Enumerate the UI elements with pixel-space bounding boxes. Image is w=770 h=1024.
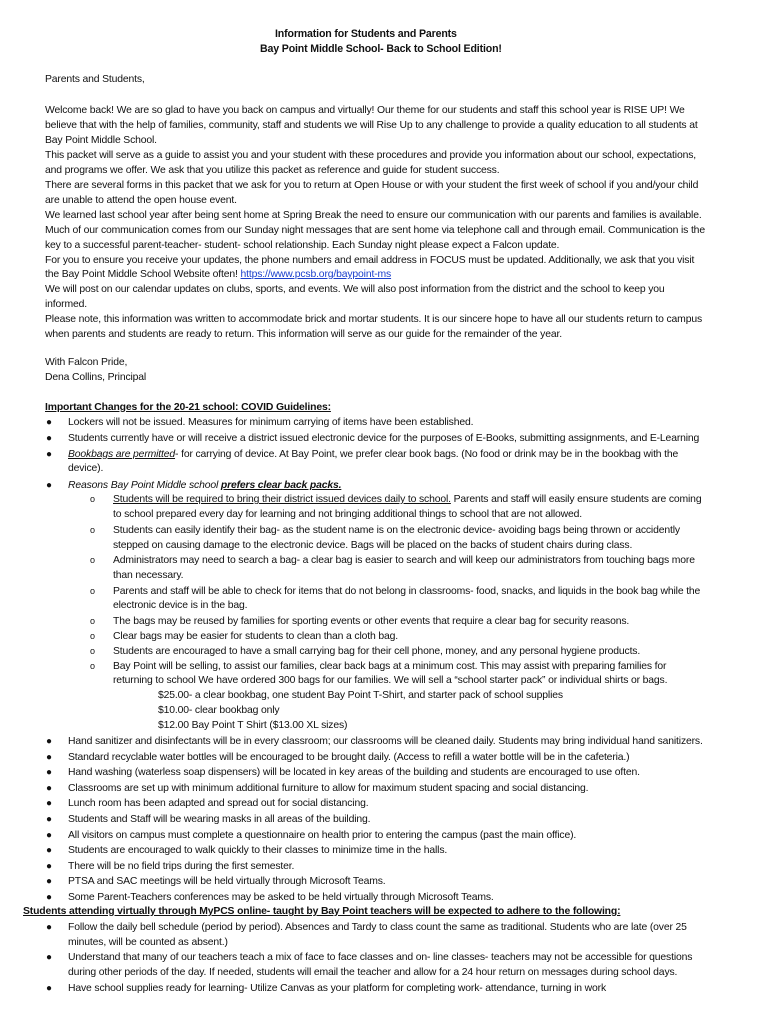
document-title: Information for Students and Parents [275,28,457,40]
reason-item: Clear bags may be easier for students to clean than a cloth bag. [113,631,398,642]
bullet-icon: ● [46,480,53,491]
bullet-icon: ● [46,767,53,778]
sub-bullet-icon: o [90,555,96,565]
bullet-icon: ● [46,433,53,444]
covid-item: Lunch room has been adapted and spread out for social distancing. [68,798,369,809]
reason-item: Students are encouraged to have a small carrying bag for their cell phone, money, and any personal hygiene products. [113,646,641,657]
bookbags-text: - for carrying of device. At Bay Point, we prefer clear book bags. (No food or drink may be in the bookbag with the [175,449,679,460]
virtual-item-continued: during other periods of the day. If needed, students will email the teacher and allow for a 24 hour return on messages during school days. [68,967,678,978]
covid-item: There will be no field trips during the first semester. [68,861,295,872]
bullet-icon: ● [46,845,53,856]
covid-item: Lockers will not be issued. Measures for minimum carrying of items have been established. [68,417,474,428]
reasons-lead: Reasons Bay Point Middle school [68,480,221,491]
letter-line: key to a successful parent-teacher- student- school relationship. Each Sunday night please expect a Falcon update. [45,240,560,251]
reason-text: Parents and staff will easily ensure students are coming [450,494,702,505]
letter-line [45,268,391,281]
letter-line: when parents and students are ready to return. This information will serve as our guide for the remainder of the year. [45,329,562,340]
reason-item-continued: to school prepared every day for learning and not bringing additional things to school that are not allowed. [113,509,583,520]
sub-bullet-icon: o [90,494,96,504]
sub-bullet-icon: o [90,586,96,596]
covid-item: Classrooms are set up with minimum additional furniture to allow for maximum student spacing and social distancing. [68,783,589,794]
covid-item: Standard recyclable water bottles will be encouraged to be brought daily. (Access to refill a water bottle will be in the cafeteria.) [68,752,630,763]
reason-item: The bags may be reused by families for sporting events or other events that require a clear bag for security reasons. [113,616,630,627]
reason-item-continued: than necessary. [113,570,184,581]
reason-item: Bay Point will be selling, to assist our families, clear back bags at a minimum cost. This may assist with preparing families for [113,661,667,672]
covid-section-heading: Important Changes for the 20-21 school: COVID Guidelines: [45,402,331,413]
covid-item: Hand sanitizer and disinfectants will be in every classroom; our classrooms will be cleaned daily. Students may bring individual hand sanitizers. [68,736,703,747]
reason-item-continued: stepped on causing damage to the electronic device. Bags will be placed on the backs of student chairs during class. [113,540,633,551]
sub-bullet-icon: o [90,661,96,671]
covid-item [68,479,341,492]
bookbags-lead: Bookbags are permitted [68,449,176,460]
letter-line: Please note, this information was written to accommodate brick and mortar students. It is our sincere hope to have all our students return to campus [45,314,702,325]
reason-item [113,493,701,506]
virtual-section-heading: Students attending virtually through MyPCS online- taught by Bay Point teachers will be expected to adhere to the following: [23,906,621,917]
signature-line: Dena Collins, Principal [45,372,147,383]
letter-line: We learned last school year after being sent home at Spring Break the need to ensure our communication with our parents and families is available. [45,210,702,221]
bullet-icon: ● [46,876,53,887]
reason-item: Administrators may need to search a bag- a clear bag is easier to search and will keep our administrators from touching bags more [113,555,695,566]
reason-item-continued: electronic device is in the bag. [113,600,248,611]
letter-line: This packet will serve as a guide to assist you and your student with these procedures and provide you information about our school, expectations, [45,150,696,161]
reasons-emphasis: prefers clear back packs. [220,480,342,491]
reason-item: Students can easily identify their bag- as the student name is on the electronic device- avoiding bags being thrown or accidently [113,525,680,536]
closing-line: With Falcon Pride, [45,357,128,368]
letter-line: For you to ensure you receive your updates, the phone numbers and email address in FOCUS must be updated. Additionally, we ask that you visit [45,255,695,266]
letter-line: There are several forms in this packet that we ask for you to return at Open House or with your student the first week of school if you and/your child [45,180,699,191]
greeting: Parents and Students, [45,74,145,85]
reason-item: Parents and staff will be able to check for items that do not belong in classrooms- food, snacks, and liquids in the book bag while the [113,586,701,597]
bullet-icon: ● [46,736,53,747]
bullet-icon: ● [46,752,53,763]
virtual-item: Have school supplies ready for learning- Utilize Canvas as your platform for completing work- attendance, turning in work [68,983,607,994]
sub-bullet-icon: o [90,646,96,656]
letter-line: and programs we offer. We ask that you utilize this packet as reference and guide for student success. [45,165,500,176]
covid-item [68,448,678,461]
covid-item: All visitors on campus must complete a questionnaire on health prior to entering the campus (past the main office). [68,830,577,841]
sub-bullet-icon: o [90,525,96,535]
price-line: $12.00 Bay Point T Shirt ($13.00 XL sizes) [158,720,348,731]
bullet-icon: ● [46,892,53,903]
bullet-icon: ● [46,952,53,963]
bullet-icon: ● [46,814,53,825]
covid-item: Students and Staff will be wearing masks in all areas of the building. [68,814,371,825]
reason-item-continued: returning to school We have ordered 300 bags for our families. We will sell a “school starter pack” or individual shirts or bags. [113,675,668,686]
letter-line: informed. [45,299,87,310]
bullet-icon: ● [46,449,53,460]
sub-bullet-icon: o [90,631,96,641]
bullet-icon: ● [46,798,53,809]
covid-item: PTSA and SAC meetings will be held virtually through Microsoft Teams. [68,876,386,887]
school-website-link[interactable]: https://www.pcsb.org/baypoint-ms [240,269,392,280]
bullet-icon: ● [46,861,53,872]
bullet-icon: ● [46,417,53,428]
letter-line: believe that with the help of families, community, staff and students we will Rise Up to any challenge to provide a quality education to all students at [45,120,698,131]
covid-item: Students are encouraged to walk quickly to their classes to minimize time in the halls. [68,845,448,856]
covid-item: Students currently have or will receive a district issued electronic device for the purposes of E-Books, submitting assignments, and E-Learning [68,433,700,444]
letter-line: are unable to attend the open house event. [45,195,237,206]
covid-item: Some Parent-Teachers conferences may be asked to be held virtually through Microsoft Teams. [68,892,494,903]
sub-bullet-icon: o [90,616,96,626]
letter-line: We will post on our calendar updates on clubs, sports, and events. We will also post information from the district and the school to keep you [45,284,665,295]
virtual-item: Follow the daily bell schedule (period by period). Absences and Tardy to class count the same as traditional. Students who are late (over 25 [68,922,687,933]
letter-line: Welcome back! We are so glad to have you back on campus and virtually! Our theme for our students and staff this school year is RISE UP! We [45,105,685,116]
covid-item: Hand washing (waterless soap dispensers) will be located in key areas of the building and students are encouraged to use often. [68,767,640,778]
covid-item-continued: device). [68,463,104,474]
bullet-icon: ● [46,922,53,933]
virtual-item: Understand that many of our teachers teach a mix of face to face classes and on- line classes- teachers may not be accessible for questions [68,952,693,963]
bullet-icon: ● [46,983,53,994]
bullet-icon: ● [46,783,53,794]
price-line: $25.00- a clear bookbag, one student Bay Point T-Shirt, and starter pack of school supplies [158,690,563,701]
price-line: $10.00- clear bookbag only [158,705,280,716]
bullet-icon: ● [46,830,53,841]
document-subtitle: Bay Point Middle School- Back to School Edition! [260,43,502,55]
reason-emphasis: Students will be required to bring their district issued devices daily to school. [113,494,451,505]
letter-line: Bay Point Middle School. [45,135,157,146]
website-prompt-text: the Bay Point Middle School Website often! [45,269,241,280]
letter-line: Much of our communication comes from our Sunday night messages that are sent home via telephone call and through email. Communication is the [45,225,705,236]
virtual-item-continued: minutes, will be counted as absent.) [68,937,228,948]
